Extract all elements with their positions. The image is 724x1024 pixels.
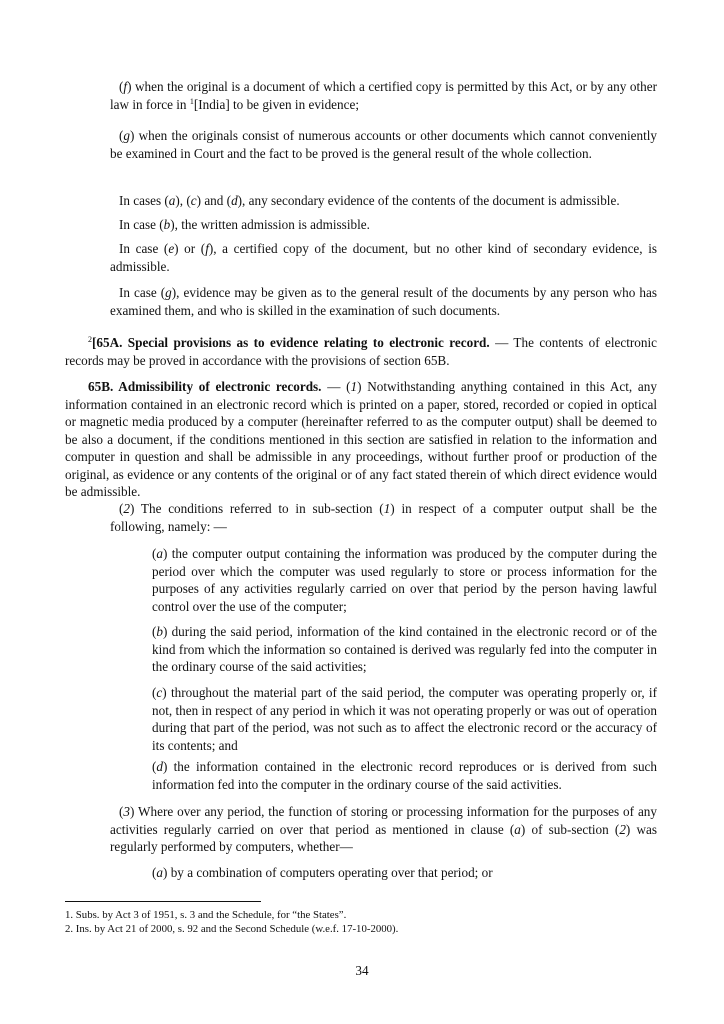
section-65A-heading: [65A. Special provisions as to evidence relating to electronic record. (92, 335, 490, 350)
sub3-clause-a: (a) by a combination of computers operating over that period; or (152, 865, 493, 880)
clause-f: (f) when the original is a document of which a certified copy is permitted by this Act, or by any other law in force in $^1$[India] to be given in evidence; (110, 79, 657, 112)
section-65A: $^2$[65A. Special provisions as to evidence relating to electronic record. — The contents of electronic records may be proved in accordance with the provisions of section 65B. (65, 335, 658, 368)
footnote-ref-1: 1 (189, 96, 194, 106)
footnote-divider (65, 901, 261, 902)
clause-f-label: f (123, 79, 128, 94)
footnote-2: 2. Ins. by Act 21 of 2000, s. 92 and the Second Schedule (w.e.f. 17-10-2000). (65, 923, 399, 935)
section-65B-heading: 65B. Admissibility of electronic records. (88, 379, 322, 394)
case-note-b: In case (b), the written admission is admissible. (119, 217, 370, 232)
page-number: 34 (355, 963, 369, 978)
case-note-acd: In cases (a), (c) and (d), any secondary evidence of the contents of the document is admissible. (119, 193, 620, 208)
section-65B-sub1: 65B. Admissibility of electronic records. — (1) Notwithstanding anything contained in this Act, any information contained in an electronic record which is printed on a paper, stored, recorded or copied in optical or magnetic media produced by a computer (hereinafter referred to as the computer output) shall be deemed to be also a document, if the conditions mentioned in this section are satisfied in relation to the information and computer in question and shall be admissible in any proceedings, without further proof or production of the original, as evidence or any contents of the original or of any fact stated therein of which direct evidence would be admissible. (65, 379, 657, 499)
condition-a: (a) the computer output containing the information was produced by the computer during the period over which the computer was used regularly to store or process information for the purposes of any activities regularly carried on over that period by the person having lawful control over the use of the computer; (152, 546, 657, 614)
footnote-ref-2: 2 (88, 335, 92, 344)
section-65B-sub3: (3) Where over any period, the function of storing or processing information for the purposes of any activities regularly carried on over that period as mentioned in clause (a) of sub-section (2) was regularly performed by computers, whether— (110, 804, 658, 854)
footnote-1: 1. Subs. by Act 3 of 1951, s. 3 and the Schedule, for “the States”. (65, 909, 347, 921)
section-65B-sub2: (2) The conditions referred to in sub-section (1) in respect of a computer output shall be the following, namely: — (110, 501, 657, 534)
case-note-g: In case (g), evidence may be given as to the general result of the documents by any person who has examined them, and who is skilled in the examination of such documents. (110, 285, 657, 318)
clause-g: (g) when the originals consist of numerous accounts or other documents which cannot conveniently be examined in Court and the fact to be proved is the general result of the whole collection. (110, 128, 657, 161)
condition-c: (c) throughout the material part of the said period, the computer was operating properly or, if not, then in respect of any period in which it was not operating properly or was out of operation during that part of the period, was not such as to affect the electronic record or the accuracy of its contents; and (152, 685, 657, 753)
condition-d: (d) the information contained in the electronic record reproduces or is derived from such information fed into the computer in the ordinary course of the said activities. (152, 759, 657, 792)
clause-g-label: g (123, 128, 130, 143)
condition-b: (b) during the said period, information of the kind contained in the electronic record or of the kind from which the information so contained is derived was regularly fed into the computer in the ordinary course of the said activities; (152, 624, 657, 674)
case-note-ef: In case (e) or (f), a certified copy of the document, but no other kind of secondary evidence, is admissible. (110, 241, 657, 274)
footnotes (65, 908, 665, 936)
